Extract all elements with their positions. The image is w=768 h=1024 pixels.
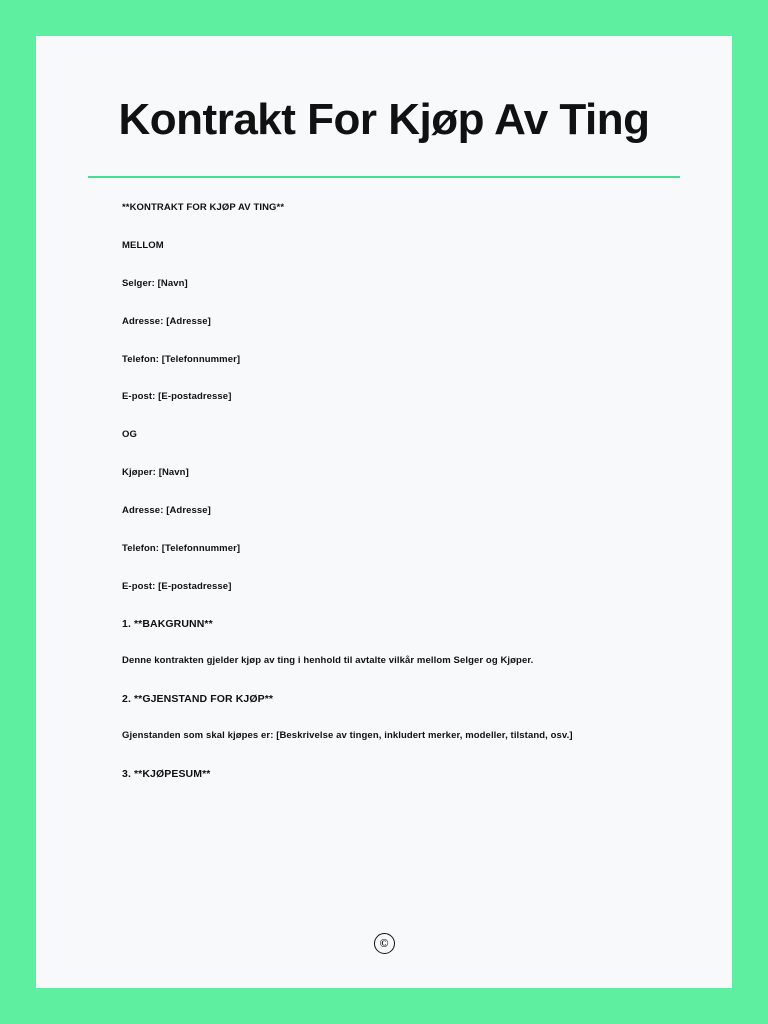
paragraph-seller-phone: Telefon: [Telefonnummer] xyxy=(122,353,241,365)
section-heading-gjenstand: 2. **GJENSTAND FOR KJØP** xyxy=(122,693,274,706)
page-title: Kontrakt For Kjøp Av Ting xyxy=(118,95,650,144)
paragraph-buyer-address: Adresse: [Adresse] xyxy=(122,504,211,516)
paragraph-seller-email: E-post: [E-postadresse] xyxy=(122,391,232,403)
paragraph-mellom: MELLOM xyxy=(122,240,164,252)
copyright-icon: © xyxy=(374,933,395,954)
document-body xyxy=(36,178,732,780)
title-area xyxy=(36,36,732,178)
paragraph-bakgrunn-body: Denne kontrakten gjelder kjøp av ting i henhold til avtalte vilkår mellom Selger og Kjøper. xyxy=(122,655,534,667)
paragraph-buyer-phone: Telefon: [Telefonnummer] xyxy=(122,542,241,554)
document-page xyxy=(36,36,732,988)
paragraph-buyer-email: E-post: [E-postadresse] xyxy=(122,580,232,592)
section-heading-bakgrunn: 1. **BAKGRUNN** xyxy=(122,618,213,631)
page-footer xyxy=(36,933,732,954)
paragraph-og: OG xyxy=(122,429,137,441)
paragraph-seller-name: Selger: [Navn] xyxy=(122,278,188,290)
section-heading-kjopesum: 3. **KJØPESUM** xyxy=(122,767,211,780)
document-heading-line: **KONTRAKT FOR KJØP AV TING** xyxy=(122,202,285,214)
paragraph-seller-address: Adresse: [Adresse] xyxy=(122,315,211,327)
paragraph-buyer-name: Kjøper: [Navn] xyxy=(122,467,189,479)
paragraph-gjenstand-body: Gjenstanden som skal kjøpes er: [Beskrivelse av tingen, inkludert merker, modeller, tilstand, osv.] xyxy=(122,730,573,742)
